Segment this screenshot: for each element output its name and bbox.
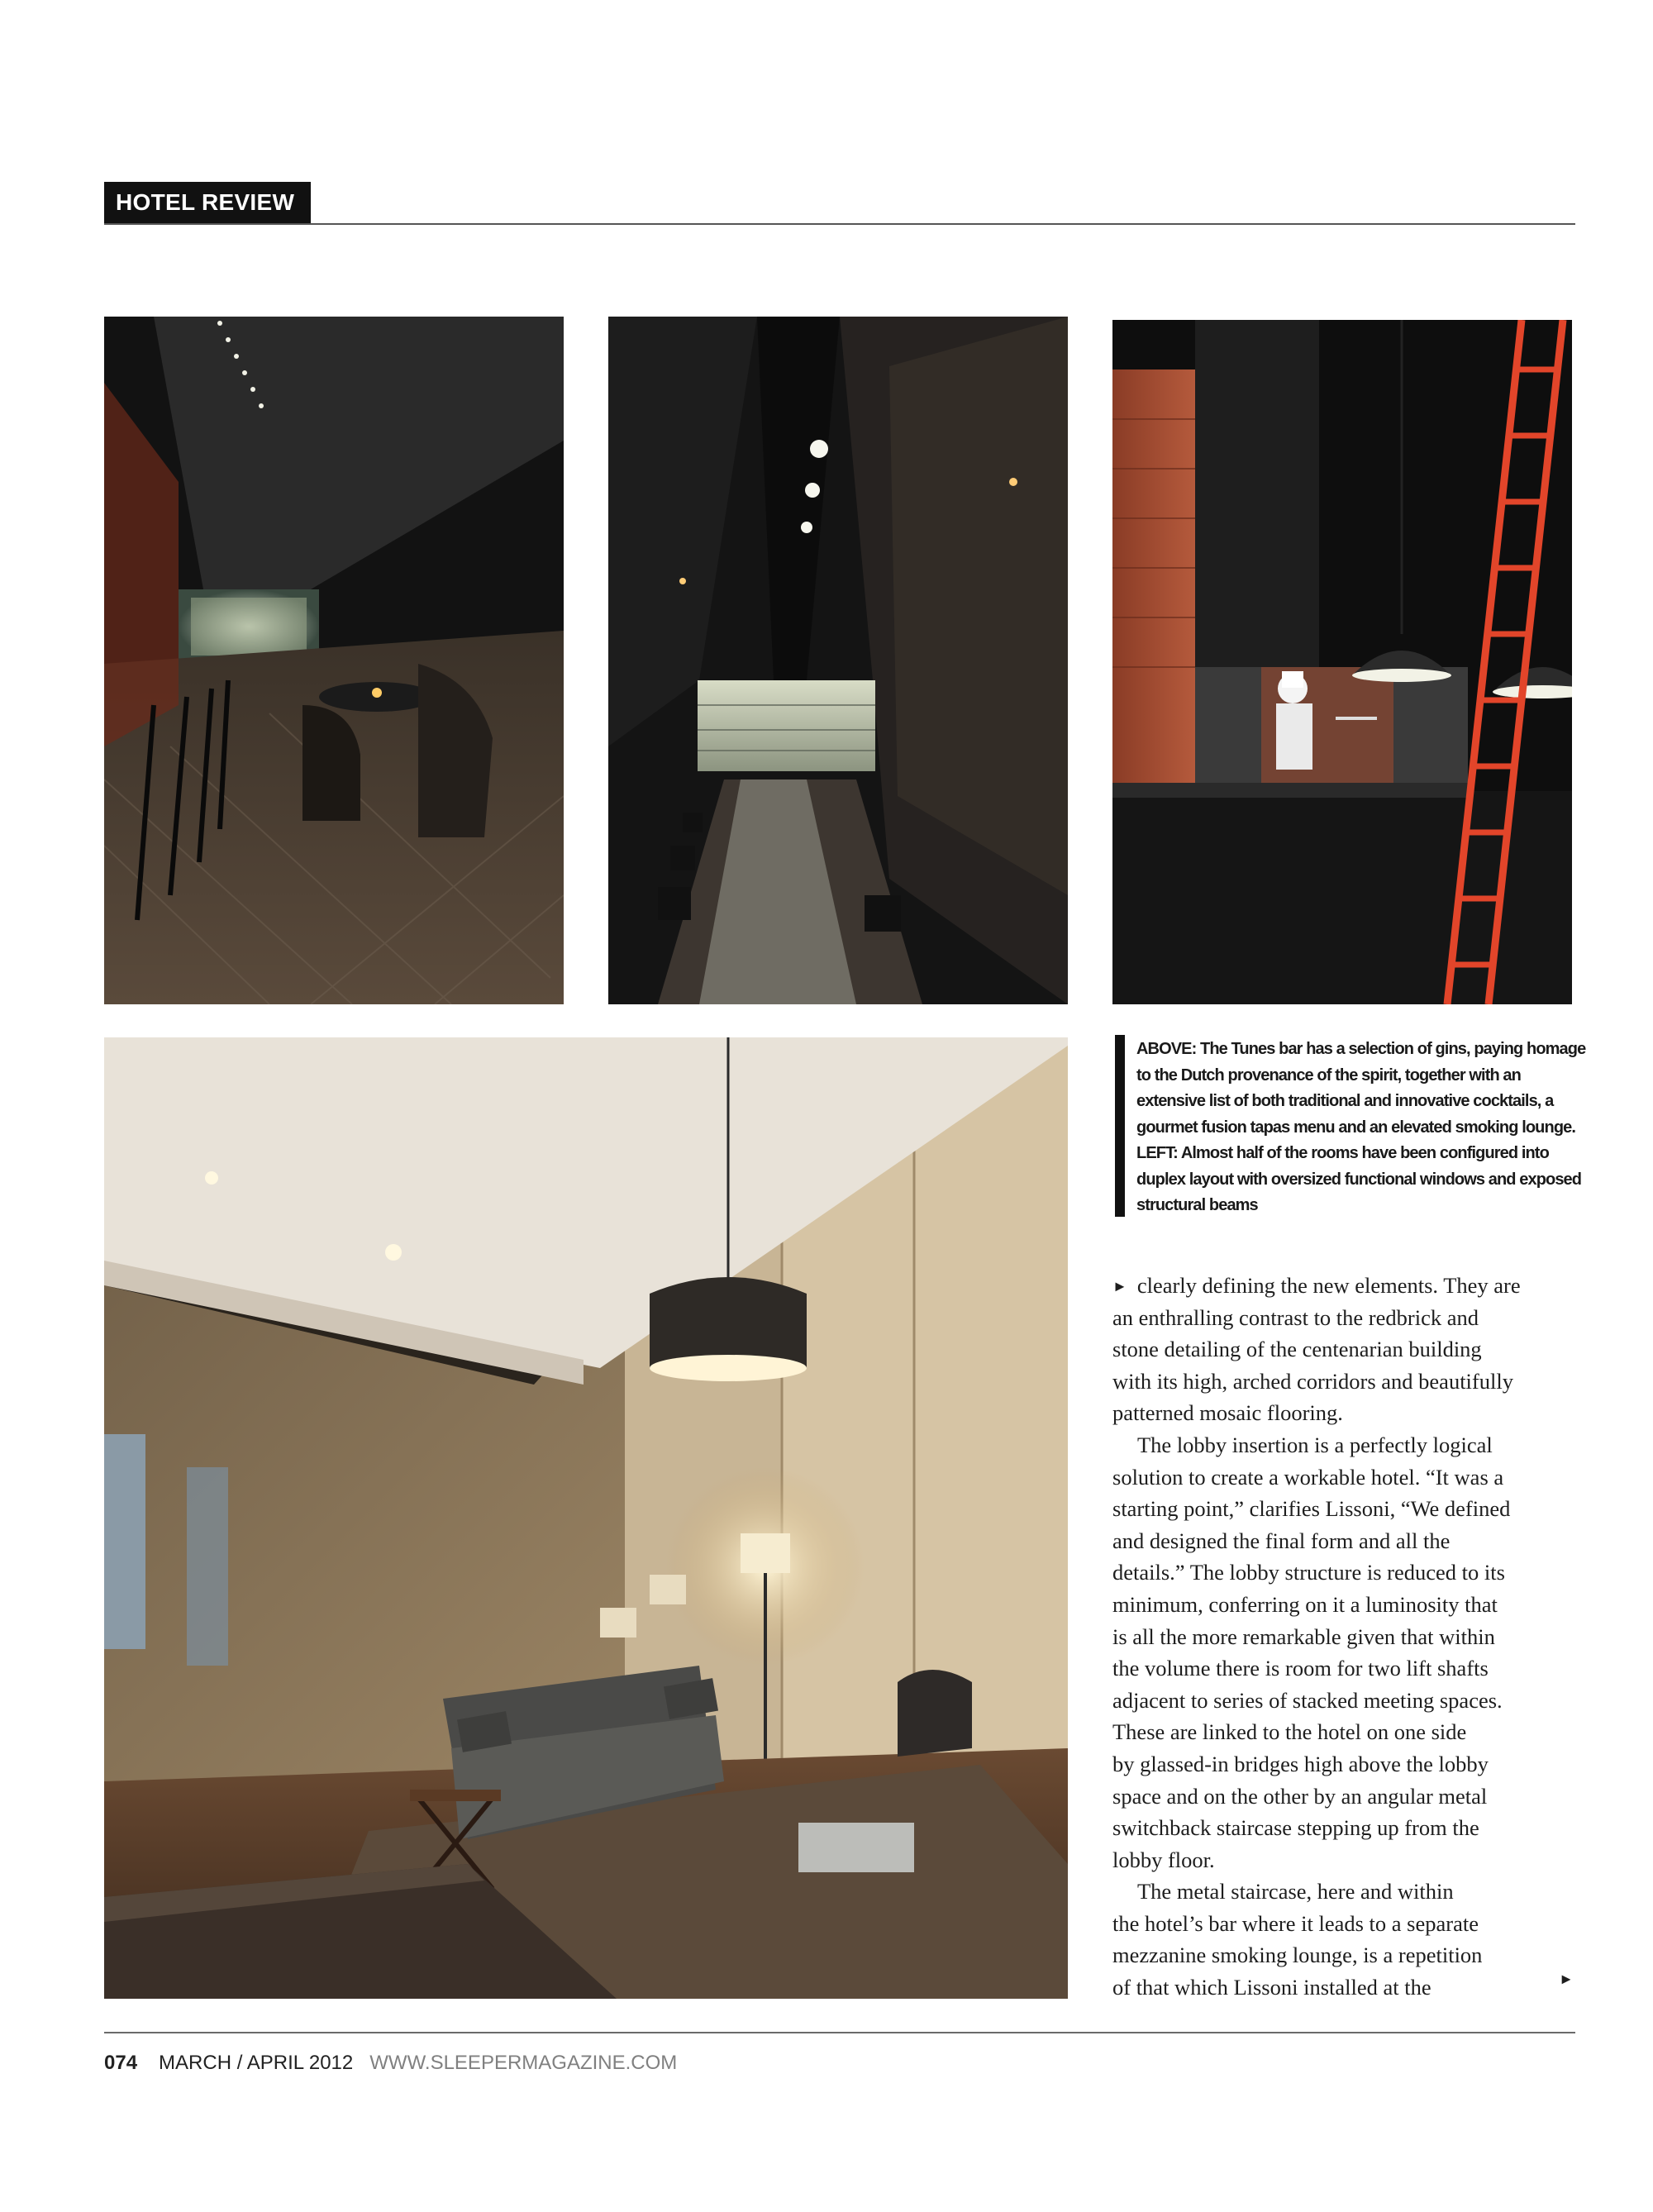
article-body [1112, 1270, 1575, 2004]
body-line [1112, 1270, 1575, 1302]
body-line: the volume there is room for two lift shafts [1112, 1656, 1489, 1681]
caption-line: to the Dutch provenance of the spirit, together with an [1136, 1065, 1521, 1085]
body-line-text: clearly defining the new elements. They are [1136, 1273, 1521, 1298]
body-line: mezzanine smoking lounge, is a repetition [1112, 1943, 1483, 1968]
body-line: starting point,” clarifies Lissoni, “We defined [1112, 1496, 1511, 1522]
photo-lobby [104, 1037, 1068, 1999]
caption-line: structural beams [1136, 1196, 1258, 1214]
body-line: of that which Lissoni installed at the [1112, 1975, 1431, 2000]
body-line: and designed the final form and all the [1112, 1528, 1451, 1553]
photo-caption [1115, 1035, 1586, 1217]
body-line: lobby floor. [1112, 1847, 1215, 1872]
photo-bar-left [104, 317, 564, 1004]
continued-marker-icon: ► [1112, 1278, 1127, 1294]
issue-date: MARCH / APRIL 2012 [159, 2052, 354, 2074]
body-line: The metal staircase, here and within [1137, 1879, 1454, 1905]
page-number: 074 [104, 2052, 138, 2074]
body-line: These are linked to the hotel on one side [1112, 1719, 1467, 1745]
body-line: with its high, arched corridors and beautifully [1112, 1368, 1513, 1394]
body-line: stone detailing of the centenarian building [1112, 1337, 1482, 1362]
body-line: is all the more remarkable given that within [1112, 1623, 1495, 1649]
continues-marker-icon: ► [1559, 1971, 1574, 1988]
caption-line: extensive list of both traditional and innovative cocktails, a [1136, 1092, 1554, 1110]
photo-kitchen [1112, 320, 1572, 1004]
caption-line: duplex layout with oversized functional windows and exposed [1136, 1170, 1582, 1189]
section-rule [104, 223, 1575, 225]
caption-line: gourmet fusion tapas menu and an elevated smoking lounge. [1136, 1118, 1576, 1137]
body-line: space and on the other by an angular metal [1112, 1783, 1488, 1809]
body-line: minimum, conferring on it a luminosity that [1112, 1591, 1498, 1617]
photo-bar-center [608, 317, 1068, 1004]
body-line: adjacent to series of stacked meeting spaces. [1112, 1687, 1503, 1713]
page-footer [104, 2052, 677, 2075]
body-line: The lobby insertion is a perfectly logical [1137, 1432, 1493, 1457]
caption-line: LEFT: Almost half of the rooms have been configured into [1136, 1144, 1549, 1162]
body-line: details.” The lobby structure is reduced to its [1112, 1560, 1505, 1585]
body-line: solution to create a workable hotel. “It was a [1112, 1464, 1504, 1490]
section-label-text: HOTEL REVIEW [116, 189, 295, 215]
body-line: the hotel’s bar where it leads to a separate [1112, 1910, 1479, 1936]
footer-rule [104, 2032, 1575, 2033]
body-line: by glassed-in bridges high above the lobby [1112, 1751, 1489, 1776]
body-line: an enthralling contrast to the redbrick and [1112, 1304, 1479, 1330]
body-line: switchback staircase stepping up from the [1112, 1815, 1479, 1841]
body-line: patterned mosaic flooring. [1112, 1400, 1343, 1426]
section-label [104, 182, 311, 223]
website-link[interactable]: WWW.SLEEPERMAGAZINE.COM [369, 2052, 678, 2074]
caption-line: ABOVE: The Tunes bar has a selection of gins, paying homage [1136, 1040, 1586, 1058]
